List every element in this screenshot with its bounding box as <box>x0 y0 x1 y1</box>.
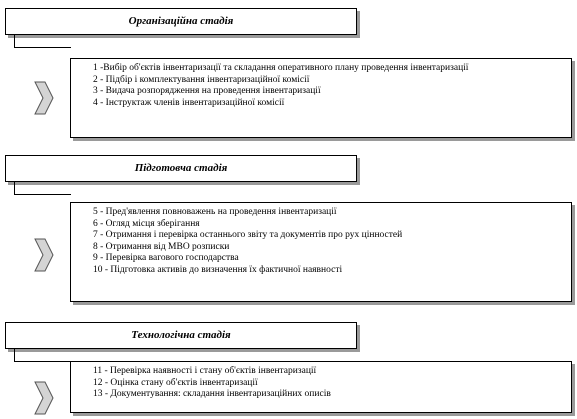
stage-title: Підготовча стадія <box>134 162 228 174</box>
step-item: 9 - Перевірка вагового господарства <box>93 253 239 263</box>
step-item: 4 - Інструктаж членів інвентаризаційної комісії <box>93 97 285 108</box>
step-item: 5 - Пред'явлення повноважень на проведення інвентаризації <box>93 207 337 217</box>
step-item: 10 - Підготовка активів до визначення їх фактичної наявності <box>93 264 343 275</box>
connector-line <box>14 349 71 362</box>
stage-title: Організаційна стадія <box>128 15 234 27</box>
step-item: 13 - Документування: складання інвентаризаційних описів <box>93 389 331 399</box>
step-item: 11 - Перевірка наявності і стану об'єктів інвентаризації <box>93 366 317 376</box>
step-item: 8 - Отримання від МВО розписки <box>93 241 230 252</box>
connector-line <box>14 35 71 48</box>
connector-line <box>14 182 71 195</box>
stage-title: Технологічна стадія <box>131 329 231 341</box>
step-item: 3 - Видача розпорядження на проведення інвентаризації <box>93 86 321 96</box>
step-item: 1 -Вибір об'єктів інвентаризації та складання оперативного плану проведення інвентаризації <box>93 63 469 73</box>
step-item: 2 - Підбір і комплектування інвентаризаційної комісії <box>93 74 310 85</box>
steps-box-technological <box>70 361 572 413</box>
stage-box-technological <box>5 322 357 349</box>
stage-box-organizational <box>5 8 357 35</box>
step-item: 12 - Оцінка стану об'єктів інвентаризації <box>93 377 258 388</box>
step-item: 7 - Отримання і перевірка останнього звіту та документів про рух цінностей <box>93 230 403 240</box>
step-item: 6 - Огляд місця зберігання <box>93 218 200 229</box>
steps-box-preparatory <box>70 202 572 302</box>
chevron-right-icon <box>33 80 55 116</box>
chevron-right-icon <box>33 380 55 416</box>
steps-box-organizational <box>70 58 572 138</box>
stage-box-preparatory <box>5 155 357 182</box>
chevron-right-icon <box>33 237 55 273</box>
